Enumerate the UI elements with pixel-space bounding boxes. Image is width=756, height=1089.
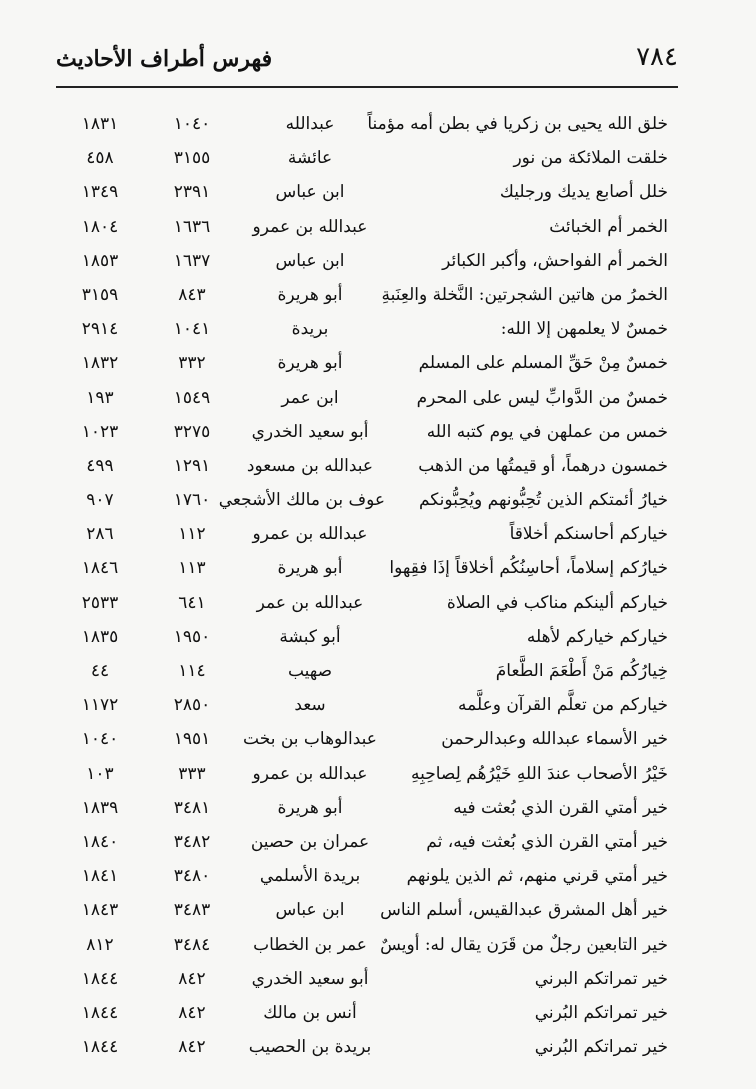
page-reference: ٢٥٣٣ <box>81 592 119 613</box>
index-entry <box>0 556 756 590</box>
hadith-text: خير تمراتكم البُرني <box>534 1002 668 1023</box>
hadith-number: ١٩٥١ <box>173 729 211 750</box>
hadith-number: ٢٣٩١ <box>173 182 211 203</box>
narrator-name: سعد <box>294 695 326 716</box>
hadith-text: خير الأسماء عبدالله وعبدالرحمن <box>441 729 668 750</box>
index-entry <box>0 386 756 420</box>
index-entry <box>0 898 756 932</box>
index-entry <box>0 796 756 830</box>
narrator-name: أبو هريرة <box>277 558 343 579</box>
hadith-number: ٣٤٨٠ <box>173 866 211 887</box>
narrator-name: أبو كبشة <box>279 626 341 647</box>
index-entry <box>0 864 756 898</box>
index-entry <box>0 488 756 522</box>
index-entry <box>0 522 756 556</box>
page-reference: ١٨٤٦ <box>81 558 119 579</box>
page-reference: ١٨٥٣ <box>81 250 119 271</box>
hadith-number: ٢٨٥٠ <box>173 695 211 716</box>
hadith-text: خيارُكم إسلاماً، أحاسِنُكُم أخلاقاً إذَا فقِهوا <box>389 558 668 579</box>
hadith-text: خير أهل المشرق عبدالقيس، أسلم الناس <box>380 900 668 921</box>
hadith-text: خمس من عملهن في يوم كتبه الله <box>426 421 668 442</box>
hadith-text: خياركم خياركم لأهله <box>526 626 668 647</box>
page-reference: ٤٤ <box>90 661 110 681</box>
index-entry <box>0 146 756 180</box>
narrator-name: ابن عباس <box>275 900 345 921</box>
hadith-number: ٣٤٨٢ <box>173 831 211 852</box>
index-entry <box>0 659 756 693</box>
page-reference: ١٨٤٤ <box>81 1002 119 1023</box>
hadith-text: خمسٌ مِنْ حَقِّ المسلم على المسلم <box>418 353 668 374</box>
hadith-number: ١٢٩١ <box>173 455 211 476</box>
running-title: فهرس أطراف الأحاديث <box>56 46 273 72</box>
index-entry <box>0 727 756 761</box>
index-entry <box>0 933 756 967</box>
index-entry <box>0 283 756 317</box>
hadith-number: ٦٤١ <box>178 592 206 613</box>
narrator-name: عبدالله بن عمرو <box>252 216 368 237</box>
index-entry <box>0 454 756 488</box>
hadith-text: خلل أصابع يديك ورجليك <box>499 182 668 203</box>
narrator-name: عبدالوهاب بن بخت <box>243 729 377 750</box>
narrator-name: عوف بن مالك الأشجعي <box>218 490 385 511</box>
hadith-number: ٣٢٧٥ <box>173 421 211 442</box>
page-reference: ١٨٠٤ <box>81 216 119 237</box>
narrator-name: عمر بن الخطاب <box>253 934 367 955</box>
page-reference: ١٠٢٣ <box>81 421 119 442</box>
narrator-name: عبدالله بن مسعود <box>246 455 374 476</box>
narrator-name: عائشة <box>287 148 333 169</box>
index-entry <box>0 625 756 659</box>
narrator-name: أبو سعيد الخدري <box>251 421 369 442</box>
page-reference: ١٨٤١ <box>81 866 119 887</box>
hadith-text: خير أمتي القرن الذي بُعثت فيه <box>453 797 668 818</box>
page-reference: ٢٩١٤ <box>81 319 119 340</box>
page-reference: ٤٩٩ <box>86 455 114 476</box>
index-entry <box>0 215 756 249</box>
hadith-number: ١٩٥٠ <box>173 626 211 647</box>
hadith-number: ١٠٤٠ <box>173 114 211 134</box>
hadith-number: ١١٣ <box>178 558 206 579</box>
hadith-number: ٣٣٢ <box>178 353 206 374</box>
hadith-text: الخمرُ من هاتين الشجرتين: النَّخلة والعِنَبةِ <box>381 284 668 305</box>
hadith-number: ١١٢ <box>178 524 206 545</box>
narrator-name: عمران بن حصين <box>250 831 370 852</box>
narrator-name: أبو هريرة <box>277 353 343 374</box>
hadith-number: ٨٤٢ <box>178 1037 206 1058</box>
page-reference: ١٠٤٠ <box>81 729 119 750</box>
hadith-text: خياركم أحاسنكم أخلاقاً <box>509 524 668 545</box>
header-rule <box>56 86 678 88</box>
page-header <box>56 40 678 86</box>
hadith-text: خير التابعين رجلٌ من قَرَن يقال له: أويسٌ <box>380 934 668 955</box>
hadith-text: خيارُ أئمتكم الذين تُحِبُّونهم ويُحِبُّونكم <box>418 490 668 511</box>
narrator-name: عبدالله بن عمر <box>256 592 364 613</box>
narrator-name: عبدالله بن عمرو <box>252 524 368 545</box>
hadith-text: خمسون درهماً، أو قيمتُها من الذهب <box>418 455 668 476</box>
index-entry <box>0 591 756 625</box>
hadith-text: خلق الله يحيى بن زكريا في بطن أمه مؤمناً <box>367 114 668 134</box>
index-entry <box>0 351 756 385</box>
index-entry <box>0 762 756 796</box>
hadith-index-list <box>0 112 756 1069</box>
page-reference: ٩٠٧ <box>86 490 114 511</box>
page-reference: ١٣٤٩ <box>81 182 119 203</box>
page-number: ٧٨٤ <box>636 42 678 72</box>
narrator-name: أبو سعيد الخدري <box>251 968 369 989</box>
index-entry <box>0 693 756 727</box>
hadith-number: ٨٤٢ <box>178 1002 206 1023</box>
hadith-text: خير أمتي القرن الذي بُعثت فيه، ثم <box>426 831 668 852</box>
page-reference: ٣١٥٩ <box>81 284 119 305</box>
page-reference: ١٨٤٤ <box>81 1037 119 1058</box>
hadith-text: خِيارُكُم مَنْ أَطْعَمَ الطَّعامَ <box>495 661 668 681</box>
page-reference: ١٩٣ <box>86 387 114 408</box>
narrator-name: عبدالله <box>285 114 335 134</box>
index-entry <box>0 317 756 351</box>
page-reference: ١٠٣ <box>86 763 114 784</box>
narrator-name: ابن عباس <box>275 250 345 271</box>
page-reference: ٤٥٨ <box>86 148 114 169</box>
narrator-name: ابن عباس <box>275 182 345 203</box>
page-reference: ٢٨٦ <box>86 524 114 545</box>
hadith-number: ٣٤٨١ <box>173 797 211 818</box>
hadith-text: خياركم من تعلَّم القرآن وعلَّمه <box>458 695 668 716</box>
narrator-name: أبو هريرة <box>277 797 343 818</box>
hadith-number: ٣١٥٥ <box>173 148 211 169</box>
hadith-number: ٨٤٣ <box>178 284 206 305</box>
hadith-number: ١٦٣٧ <box>173 250 211 271</box>
narrator-name: عبدالله بن عمرو <box>252 763 368 784</box>
hadith-number: ٣٤٨٣ <box>173 900 211 921</box>
narrator-name: بريدة الأسلمي <box>259 866 361 887</box>
narrator-name: صهيب <box>287 661 333 681</box>
page-reference: ١٨٣٥ <box>81 626 119 647</box>
index-entry <box>0 830 756 864</box>
index-entry <box>0 1035 756 1069</box>
hadith-number: ١١٤ <box>178 661 206 681</box>
hadith-text: خير تمراتكم البُرني <box>534 1037 668 1058</box>
index-entry <box>0 1001 756 1035</box>
narrator-name: بريدة بن الحصيب <box>248 1037 372 1058</box>
hadith-text: الخمر أم الخبائث <box>549 216 668 237</box>
index-entry <box>0 967 756 1001</box>
hadith-number: ١٠٤١ <box>173 319 211 340</box>
hadith-number: ١٦٣٦ <box>173 216 211 237</box>
hadith-number: ٨٤٢ <box>178 968 206 989</box>
page-reference: ١٨٤٠ <box>81 831 119 852</box>
page-reference: ١٨٤٤ <box>81 968 119 989</box>
hadith-text: خير أمتي قرني منهم، ثم الذين يلونهم <box>406 866 668 887</box>
hadith-number: ٣٤٨٤ <box>173 934 211 955</box>
page-reference: ٨١٢ <box>86 934 114 955</box>
hadith-text: الخمر أم الفواحش، وأكبر الكبائر <box>442 250 668 271</box>
narrator-name: أنس بن مالك <box>263 1002 357 1023</box>
page-reference: ١٨٣٩ <box>81 797 119 818</box>
hadith-number: ١٧٦٠ <box>173 490 211 511</box>
narrator-name: ابن عمر <box>281 387 339 408</box>
page-reference: ١٨٤٣ <box>81 900 119 921</box>
index-entry <box>0 180 756 214</box>
index-entry <box>0 420 756 454</box>
page-reference: ١١٧٢ <box>81 695 119 716</box>
page-reference: ١٨٣٢ <box>81 353 119 374</box>
hadith-text: خير تمراتكم البرني <box>534 968 668 989</box>
narrator-name: بريدة <box>291 319 329 340</box>
hadith-text: خمسٌ من الدَّوابِّ ليس على المحرم <box>416 387 668 408</box>
hadith-number: ٣٣٣ <box>178 763 206 784</box>
hadith-text: خياركم ألينكم مناكب في الصلاة <box>446 592 668 613</box>
hadith-text: خلقت الملائكة من نور <box>513 148 668 169</box>
hadith-number: ١٥٤٩ <box>173 387 211 408</box>
index-entry <box>0 112 756 146</box>
index-entry <box>0 249 756 283</box>
hadith-text: خَيْرُ الأصحاب عندَ اللهِ خَيْرُهُم لِصاحِبِهِ <box>410 763 668 784</box>
hadith-text: خمسٌ لا يعلمهن إلا الله: <box>500 319 668 340</box>
page-reference: ١٨٣١ <box>81 114 119 134</box>
narrator-name: أبو هريرة <box>277 284 343 305</box>
